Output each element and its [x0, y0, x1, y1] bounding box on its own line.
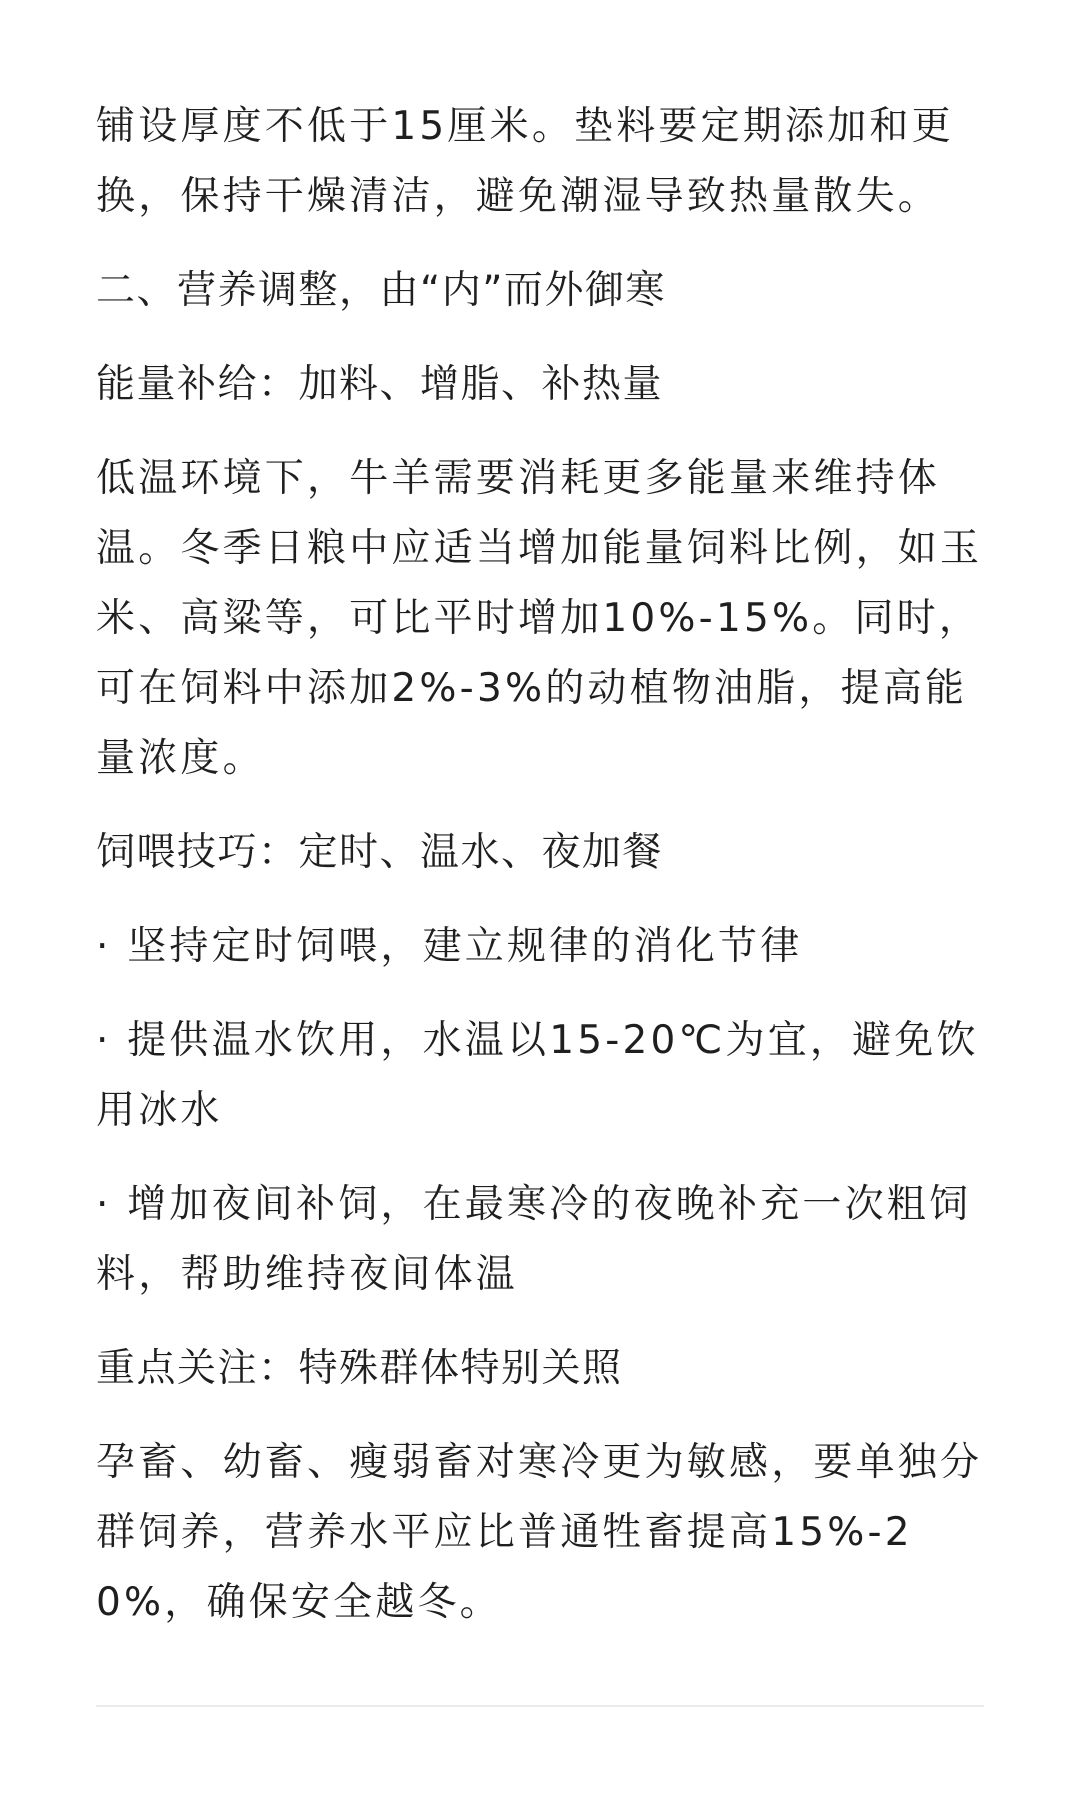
divider-line — [96, 1705, 984, 1707]
subheading-feeding: 饲喂技巧：定时、温水、夜加餐 — [96, 830, 664, 875]
article-body — [96, 92, 984, 1662]
subheading-focus: 重点关注：特殊群体特别关照 — [96, 1346, 623, 1391]
subheading-energy: 能量补给：加料、增脂、补热量 — [96, 362, 664, 407]
paragraph-energy: 低温环境下，牛羊需要消耗更多能量来维持体温。冬季日粮中应适当增加能量饲料比例，如玉米、高粱等，可比平时增加10%-15%。同时，可在饲料中添加2%-3%的动植物油脂，提高能量浓度。 — [96, 456, 983, 781]
section-heading-nutrition: 二、营养调整，由“内”而外御寒 — [96, 268, 666, 313]
paragraph-bedding: 铺设厚度不低于15厘米。垫料要定期添加和更换，保持干燥清洁，避免潮湿导致热量散失。 — [96, 104, 954, 219]
bullet-item: · 增加夜间补饲，在最寒冷的夜晚补充一次粗饲料，帮助维持夜间体温 — [96, 1182, 972, 1297]
paragraph-focus: 孕畜、幼畜、瘦弱畜对寒冷更为敏感，要单独分群饲养，营养水平应比普通牲畜提高15%-20%，确保安全越冬。 — [96, 1440, 983, 1625]
bullet-item: · 提供温水饮用，水温以15-20℃为宜，避免饮用冰水 — [96, 1018, 979, 1133]
bullet-item: · 坚持定时饲喂，建立规律的消化节律 — [96, 924, 803, 969]
